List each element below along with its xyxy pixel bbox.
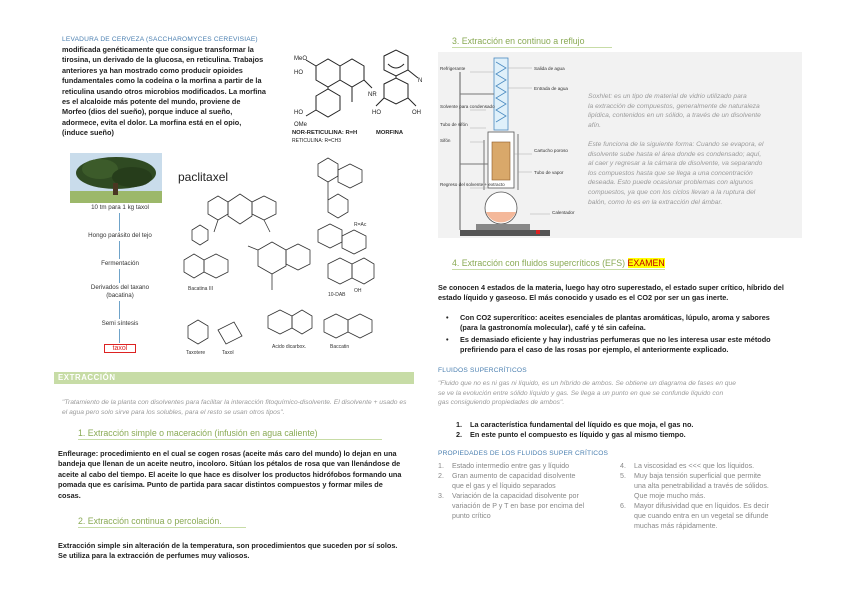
text-line: lipídica, contenidos en un sólido, a través de un disolvente — [588, 112, 761, 120]
soxhlet-function — [588, 140, 802, 207]
svg-text:OH: OH — [412, 110, 421, 116]
nor-reticulina-label: NOR-RETICULINA: R=H — [292, 130, 358, 136]
text-line: Es demasiado eficiente y hay industrias perfumeras que no les interesa usar este método — [460, 334, 771, 344]
svg-text:Taxol: Taxol — [222, 350, 234, 356]
reticulina-label: RETICULINA: R=CH3 — [292, 138, 342, 144]
yew-tree-photo — [70, 153, 162, 203]
flow-arrow — [119, 329, 120, 343]
prop-item — [438, 461, 618, 471]
section-2-body — [58, 541, 418, 562]
svg-text:R=Ac: R=Ac — [354, 222, 367, 228]
flow-step: Hongo parásito del tejo — [88, 232, 152, 239]
flow-step: Semi síntesis — [101, 320, 139, 327]
svg-text:N: N — [418, 78, 423, 84]
label-calentador: Calentador — [552, 210, 575, 215]
levadura-title: LEVADURA DE CERVEZA (SACCHAROMYCES CEREVISIAE) — [62, 36, 258, 43]
label-tubo-sifon: Tubo de sifón — [440, 122, 468, 127]
section-3-title: 3. Extracción en continuo a reflujo — [452, 36, 612, 48]
item-number: 5. — [620, 472, 626, 480]
text-line: cosas. — [58, 490, 81, 500]
text-line: aceite al cabo del tiempo. El aceite lo que hace es disolver los productos hidrófobos formando una — [58, 469, 402, 479]
bullet-item — [446, 335, 806, 356]
flow-step: Fermentación — [101, 260, 139, 267]
text-line: anteriores ya han mostrado como producir opioides — [62, 65, 243, 75]
text-line: compuestos, ya que con los ciclos llevan a la ruptura del — [588, 188, 756, 196]
supercriticos-numbered — [456, 420, 796, 441]
text-line: (induce sueño) — [62, 128, 114, 138]
svg-text:HO: HO — [294, 110, 303, 116]
item-number: 2. — [456, 430, 463, 440]
text-line: Estado intermedio entre gas y líquido — [452, 462, 570, 470]
prop-item — [438, 491, 618, 521]
flow-arrow — [119, 301, 120, 319]
text-line: reticulina usando otros microbios modificados. La morfina — [62, 86, 266, 96]
text-line: que cuando entra en un vegetal se difunde — [634, 512, 769, 520]
numbered-item — [456, 430, 796, 440]
item-text: La característica fundamental del líquido es que moja, el gas no. — [470, 420, 694, 429]
label-refrigerante: Refrigerante — [440, 66, 466, 71]
text-line: muchas más rápidamente. — [634, 522, 718, 530]
section-4-title — [452, 258, 665, 270]
text-line: disolvente sube hasta el área donde es condensado; aquí, — [588, 150, 762, 158]
propiedades-right — [620, 461, 808, 531]
text-line: Mayor difusividad que en líquidos. Es decir — [634, 502, 769, 510]
item-number: 1. — [456, 420, 463, 429]
extraccion-intro: "Tratamiento de la planta con disolventes para facilitar la interacción fitoquímico-disolvente. El disolvente + usado es el agua pero solo sirve para los solubles, para el resto se usan otros tipos". — [62, 399, 407, 416]
text-line: Se utiliza para la extracción de perfumes muy valiosos. — [58, 551, 250, 561]
extraccion-banner: EXTRACCIÓN — [54, 372, 414, 384]
item-number: 3. — [438, 492, 444, 500]
label-entrada: Entrada de agua — [534, 86, 568, 91]
section-4-title-text: 4. Extracción con fluidos supercríticos (EFS) — [452, 258, 626, 268]
svg-text:HO: HO — [372, 110, 381, 116]
flow-arrow — [119, 269, 120, 283]
flow-step: 10 tm para 1 kg taxol — [91, 204, 149, 211]
item-text: En este punto el compuesto es líquido y gas al mismo tiempo. — [470, 430, 686, 440]
item-number: 1. — [438, 462, 444, 470]
propiedades-title: PROPIEDADES DE LOS FLUIDOS SUPER CRÍTICOS — [438, 450, 609, 457]
flow-arrow — [119, 213, 120, 231]
text-line: (para la gastronomía molecular), café y té sin cafeína. — [460, 323, 646, 333]
text-line: gas consiguiendo propiedades de ambos". — [438, 399, 565, 407]
bullet-icon: • — [446, 334, 449, 344]
svg-text:Baccatin: Baccatin — [330, 344, 350, 350]
text-line: Muy baja tensión superficial que permite — [634, 472, 761, 480]
text-line: pomada que es carísima. Punto de partida para sacar distintos compuestos y formar miles de — [58, 480, 383, 490]
prop-item — [438, 471, 618, 491]
item-number: 4. — [620, 462, 626, 470]
text-line: Gran aumento de capacidad disolvente — [452, 472, 576, 480]
text-line: se ve la evolución entre sólido líquido y gas. Se llega a un punto en que se confunde líquido con — [438, 389, 724, 397]
text-line: Con CO2 supercrítico: aceites esenciales de plantas aromáticas, lúpulo, aroma y sabores — [460, 313, 770, 322]
bullet-icon: • — [446, 313, 449, 322]
text-line: balón, como lo es en la extracción del ámbar. — [588, 198, 723, 206]
soxhlet-diagram — [440, 54, 590, 238]
numbered-item — [456, 420, 796, 430]
section-1-title: 1. Extracción simple o maceración (infusión en agua caliente) — [78, 428, 382, 440]
label-sifon: Sifón — [440, 138, 451, 143]
svg-text:Bacatina III: Bacatina III — [188, 286, 214, 292]
text-line: variación de P y T en base por encima del — [452, 502, 585, 510]
svg-text:HO: HO — [294, 70, 303, 76]
text-line: Soxhlet: es un tipo de material de vidrio utilizado para — [588, 93, 747, 100]
text-line: la extracción de compuestos, generalmente de naturaleza — [588, 102, 760, 110]
label-tubo-vapor: Tubo de vapor — [534, 170, 564, 175]
prop-item — [620, 471, 808, 501]
fluidos-bullets — [446, 313, 806, 356]
fluidos-body — [438, 283, 808, 304]
text-line: Este funciona de la siguiente forma: Cuando se evapora, el — [588, 141, 764, 148]
item-number: 2. — [438, 472, 444, 480]
text-line: modificada genéticamente que consigue transformar la — [62, 45, 254, 54]
text-line: es el alcaloide más potente del mundo, proviene de — [62, 97, 241, 107]
section-2-title: 2. Extracción continua o percolación. — [78, 516, 246, 528]
text-line: La viscosidad es <<< que los líquidos. — [634, 462, 755, 470]
text-line: Morfeo (dios del sueño), porque induce al sueño, — [62, 107, 233, 117]
propiedades-left — [438, 461, 618, 521]
text-line: tirosina, un derivado de la glucosa, en reticulina. Trabajos — [62, 55, 264, 65]
text-line: bandeja que llenan de un aceite neutro, incoloro. Sitúan los pétalos de rosa que van llenándose de — [58, 459, 401, 469]
text-line: afín. — [588, 121, 602, 129]
section-1-body — [58, 449, 418, 501]
text-line: los compuestos hasta que se llega a una concentración — [588, 169, 753, 177]
text-line: que el gas y el líquido separados — [452, 482, 556, 490]
text-line: Se conocen 4 estados de la materia, luego hay otro superestado, el estado super crítico, híbrido del — [438, 283, 784, 292]
flow-arrow — [119, 241, 120, 259]
text-line: Extracción simple sin alteración de la temperatura, son procedimientos que suceden por sí solos. — [58, 541, 398, 550]
bullet-item — [446, 313, 806, 334]
paclitaxel-structures — [178, 150, 376, 360]
examen-highlight: EXAMEN — [627, 258, 665, 268]
svg-text:Acido dicarbox.: Acido dicarbox. — [272, 344, 307, 350]
label-salida: Salida de agua — [534, 66, 565, 71]
text-line: una alta penetrabilidad a través de sólidos. — [634, 482, 769, 490]
text-line: estado líquido y gaseoso. El más conocido y usado es el CO2 por ser un gas inerte. — [438, 293, 729, 303]
flow-step: Derivados del taxano — [90, 284, 150, 291]
text-line: punto crítico — [452, 512, 491, 520]
paclitaxel-title: paclitaxel — [178, 170, 229, 184]
text-line: Variación de la capacidad disolvente por — [452, 492, 579, 500]
svg-text:NR: NR — [368, 92, 377, 98]
supercriticos-title: FLUIDOS SUPERCRÍTICOS — [438, 367, 527, 374]
label-regreso: Regreso del solvente + extracto — [440, 182, 505, 187]
text-line: Enfleurage: procedimiento en el cual se cogen rosas (aceite más caro del mundo) lo dejan en una — [58, 449, 397, 458]
text-line: prefiriendo para el caso de las rosas por ejemplo, el anteriormente explicado. — [460, 345, 729, 355]
text-line: adormece, evita el dolor. La morfina está en el opio, — [62, 117, 242, 127]
text-line: Que moje mucho más. — [634, 492, 706, 500]
text-line: "Fluido que no es ni gas ni líquido, es un híbrido de ambos. Se obtiene un diagrama de fases en que — [438, 380, 736, 387]
prop-item — [620, 501, 808, 531]
text-line: deseada. Esto puede ocasionar problemas con algunos — [588, 179, 754, 187]
label-solvente: Solvente para condensado — [440, 104, 495, 109]
svg-text:10-DAB: 10-DAB — [328, 292, 346, 298]
item-number: 6. — [620, 502, 626, 510]
svg-text:MeO: MeO — [294, 56, 308, 62]
text-line: al caer y regresar a la cámara de disolvente, va separando — [588, 160, 763, 168]
flow-step: (bacatina) — [106, 292, 134, 299]
svg-text:Taxotere: Taxotere — [186, 350, 206, 356]
soxhlet-description — [588, 92, 802, 130]
levadura-paragraph — [62, 45, 284, 139]
svg-text:OH: OH — [354, 288, 362, 294]
svg-text:OMe: OMe — [294, 122, 308, 128]
prop-item — [620, 461, 808, 471]
label-cartucho: Cartucho poroso — [534, 148, 568, 153]
molecules-figure — [288, 44, 428, 148]
morfina-label: MORFINA — [376, 130, 404, 136]
text-line: fundamentales como la codeína o la morfina a partir de la — [62, 76, 262, 86]
supercriticos-quote — [438, 379, 808, 408]
taxol-box: taxol — [104, 344, 136, 353]
